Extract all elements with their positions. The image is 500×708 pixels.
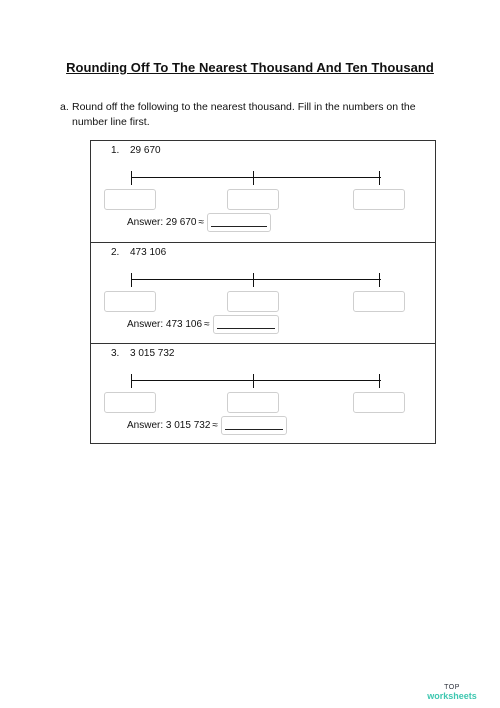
problem-value: 3 015 732 bbox=[130, 348, 175, 359]
number-line-left-input[interactable] bbox=[104, 392, 156, 413]
problem-number: 3. bbox=[111, 348, 120, 359]
answer-label: Answer: 3 015 732 bbox=[127, 420, 211, 431]
instruction-marker: a. bbox=[60, 101, 69, 113]
number-line-tick-middle bbox=[253, 273, 254, 287]
number-line bbox=[131, 374, 381, 388]
number-line-tick-right bbox=[379, 273, 380, 287]
answer-blank-line bbox=[217, 328, 275, 329]
instruction-text: Round off the following to the nearest thousand. Fill in the numbers on the number line first. bbox=[72, 101, 416, 128]
number-line-right-input[interactable] bbox=[353, 291, 405, 312]
number-line-tick-right bbox=[379, 171, 380, 185]
answer-row bbox=[127, 416, 287, 435]
problem-row bbox=[91, 141, 435, 242]
approx-symbol: ≈ bbox=[204, 319, 210, 330]
number-line-left-input[interactable] bbox=[104, 189, 156, 210]
answer-label: Answer: 29 670 bbox=[127, 217, 197, 228]
logo-top-text: TOP bbox=[444, 684, 460, 691]
number-line bbox=[131, 273, 381, 287]
problem-row bbox=[91, 343, 435, 445]
worksheet-title: Rounding Off To The Nearest Thousand And Ten Thousand bbox=[66, 60, 434, 75]
number-line-right-input[interactable] bbox=[353, 392, 405, 413]
number-line-tick-left bbox=[131, 273, 132, 287]
answer-row bbox=[127, 315, 279, 334]
number-line bbox=[131, 171, 381, 185]
number-line-tick-left bbox=[131, 171, 132, 185]
answer-row bbox=[127, 213, 271, 232]
number-line-tick-middle bbox=[253, 374, 254, 388]
problem-value: 29 670 bbox=[130, 145, 161, 156]
number-line-axis bbox=[131, 380, 381, 381]
number-line-axis bbox=[131, 279, 381, 280]
problem-number: 2. bbox=[111, 247, 120, 258]
answer-input[interactable] bbox=[221, 416, 287, 435]
approx-symbol: ≈ bbox=[198, 217, 204, 228]
problems-table bbox=[90, 140, 436, 444]
problem-row bbox=[91, 242, 435, 344]
logo-bottom-text: worksheets bbox=[427, 691, 477, 701]
answer-label: Answer: 473 106 bbox=[127, 319, 203, 330]
approx-symbol: ≈ bbox=[212, 420, 218, 431]
answer-blank-line bbox=[211, 226, 267, 227]
instruction bbox=[60, 100, 452, 130]
number-line-tick-middle bbox=[253, 171, 254, 185]
answer-blank-line bbox=[225, 429, 283, 430]
problem-number: 1. bbox=[111, 145, 120, 156]
number-line-tick-right bbox=[379, 374, 380, 388]
number-line-middle-input[interactable] bbox=[227, 291, 279, 312]
number-line-right-input[interactable] bbox=[353, 189, 405, 210]
problem-value: 473 106 bbox=[130, 247, 167, 258]
problem-label bbox=[111, 145, 161, 156]
number-line-middle-input[interactable] bbox=[227, 392, 279, 413]
number-line-left-input[interactable] bbox=[104, 291, 156, 312]
number-line-middle-input[interactable] bbox=[227, 189, 279, 210]
problem-label bbox=[111, 247, 166, 258]
topworksheets-logo bbox=[422, 683, 482, 701]
number-line-axis bbox=[131, 177, 381, 178]
answer-input[interactable] bbox=[213, 315, 279, 334]
problem-label bbox=[111, 348, 175, 359]
answer-input[interactable] bbox=[207, 213, 271, 232]
number-line-tick-left bbox=[131, 374, 132, 388]
